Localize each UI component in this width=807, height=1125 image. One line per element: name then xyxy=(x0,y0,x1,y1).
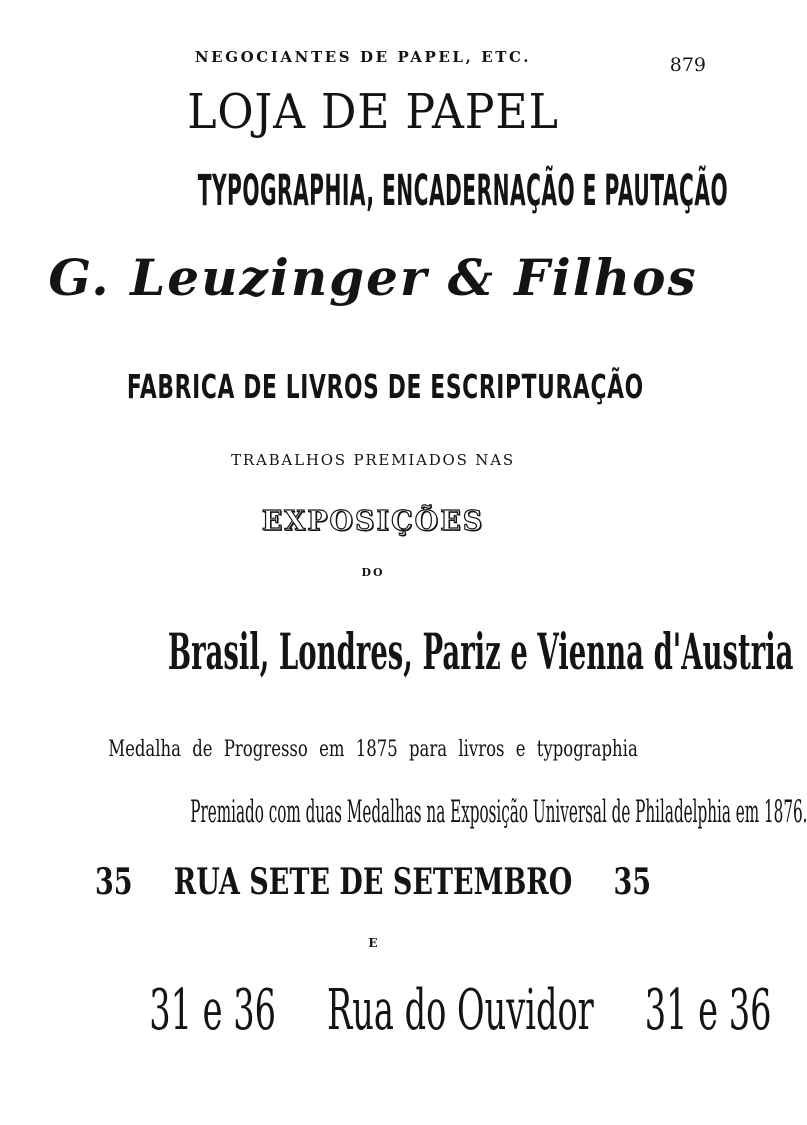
cities-line: Brasil, Londres, Pariz e Vienna d'Austria xyxy=(167,622,794,681)
do-word: DO xyxy=(361,566,385,579)
address-2-street: Rua do Ouvidor xyxy=(326,978,594,1043)
running-head-text: NEGOCIANTES DE PAPEL, ETC. xyxy=(194,48,532,66)
medal-1875-line: Medalha de Progresso em 1875 para livros e typographia xyxy=(108,737,638,762)
e-word: E xyxy=(368,936,378,950)
factory-line: FABRICA DE LIVROS DE ESCRIPTURAÇÃO xyxy=(126,367,644,406)
firm-name: G. Leuzinger & Filhos xyxy=(48,248,698,307)
page-number: 879 xyxy=(669,54,706,76)
address-1-street: RUA SETE DE SETEMBRO xyxy=(173,861,573,903)
address-rua-do-ouvidor xyxy=(149,978,772,1043)
expositions-heading: EXPOSIÇÕES xyxy=(261,506,485,537)
address-2-number-right: 31 e 36 xyxy=(644,978,772,1043)
address-1-number-left: 35 xyxy=(94,861,133,903)
services-line: TYPOGRAPHIA, ENCADERNAÇÃO E PAUTAÇÃO xyxy=(197,166,729,216)
address-2-number-left: 31 e 36 xyxy=(149,978,276,1043)
address-sete-de-setembro xyxy=(93,861,653,903)
address-1-number-right: 35 xyxy=(613,861,652,903)
awards-intro: TRABALHOS PREMIADOS NAS xyxy=(231,451,515,469)
shop-title: LOJA DE PAPEL xyxy=(187,84,559,140)
philadelphia-line: Premiado com duas Medalhas na Exposição Universal de Philadelphia em 1876. xyxy=(190,794,807,830)
running-head xyxy=(0,48,746,66)
